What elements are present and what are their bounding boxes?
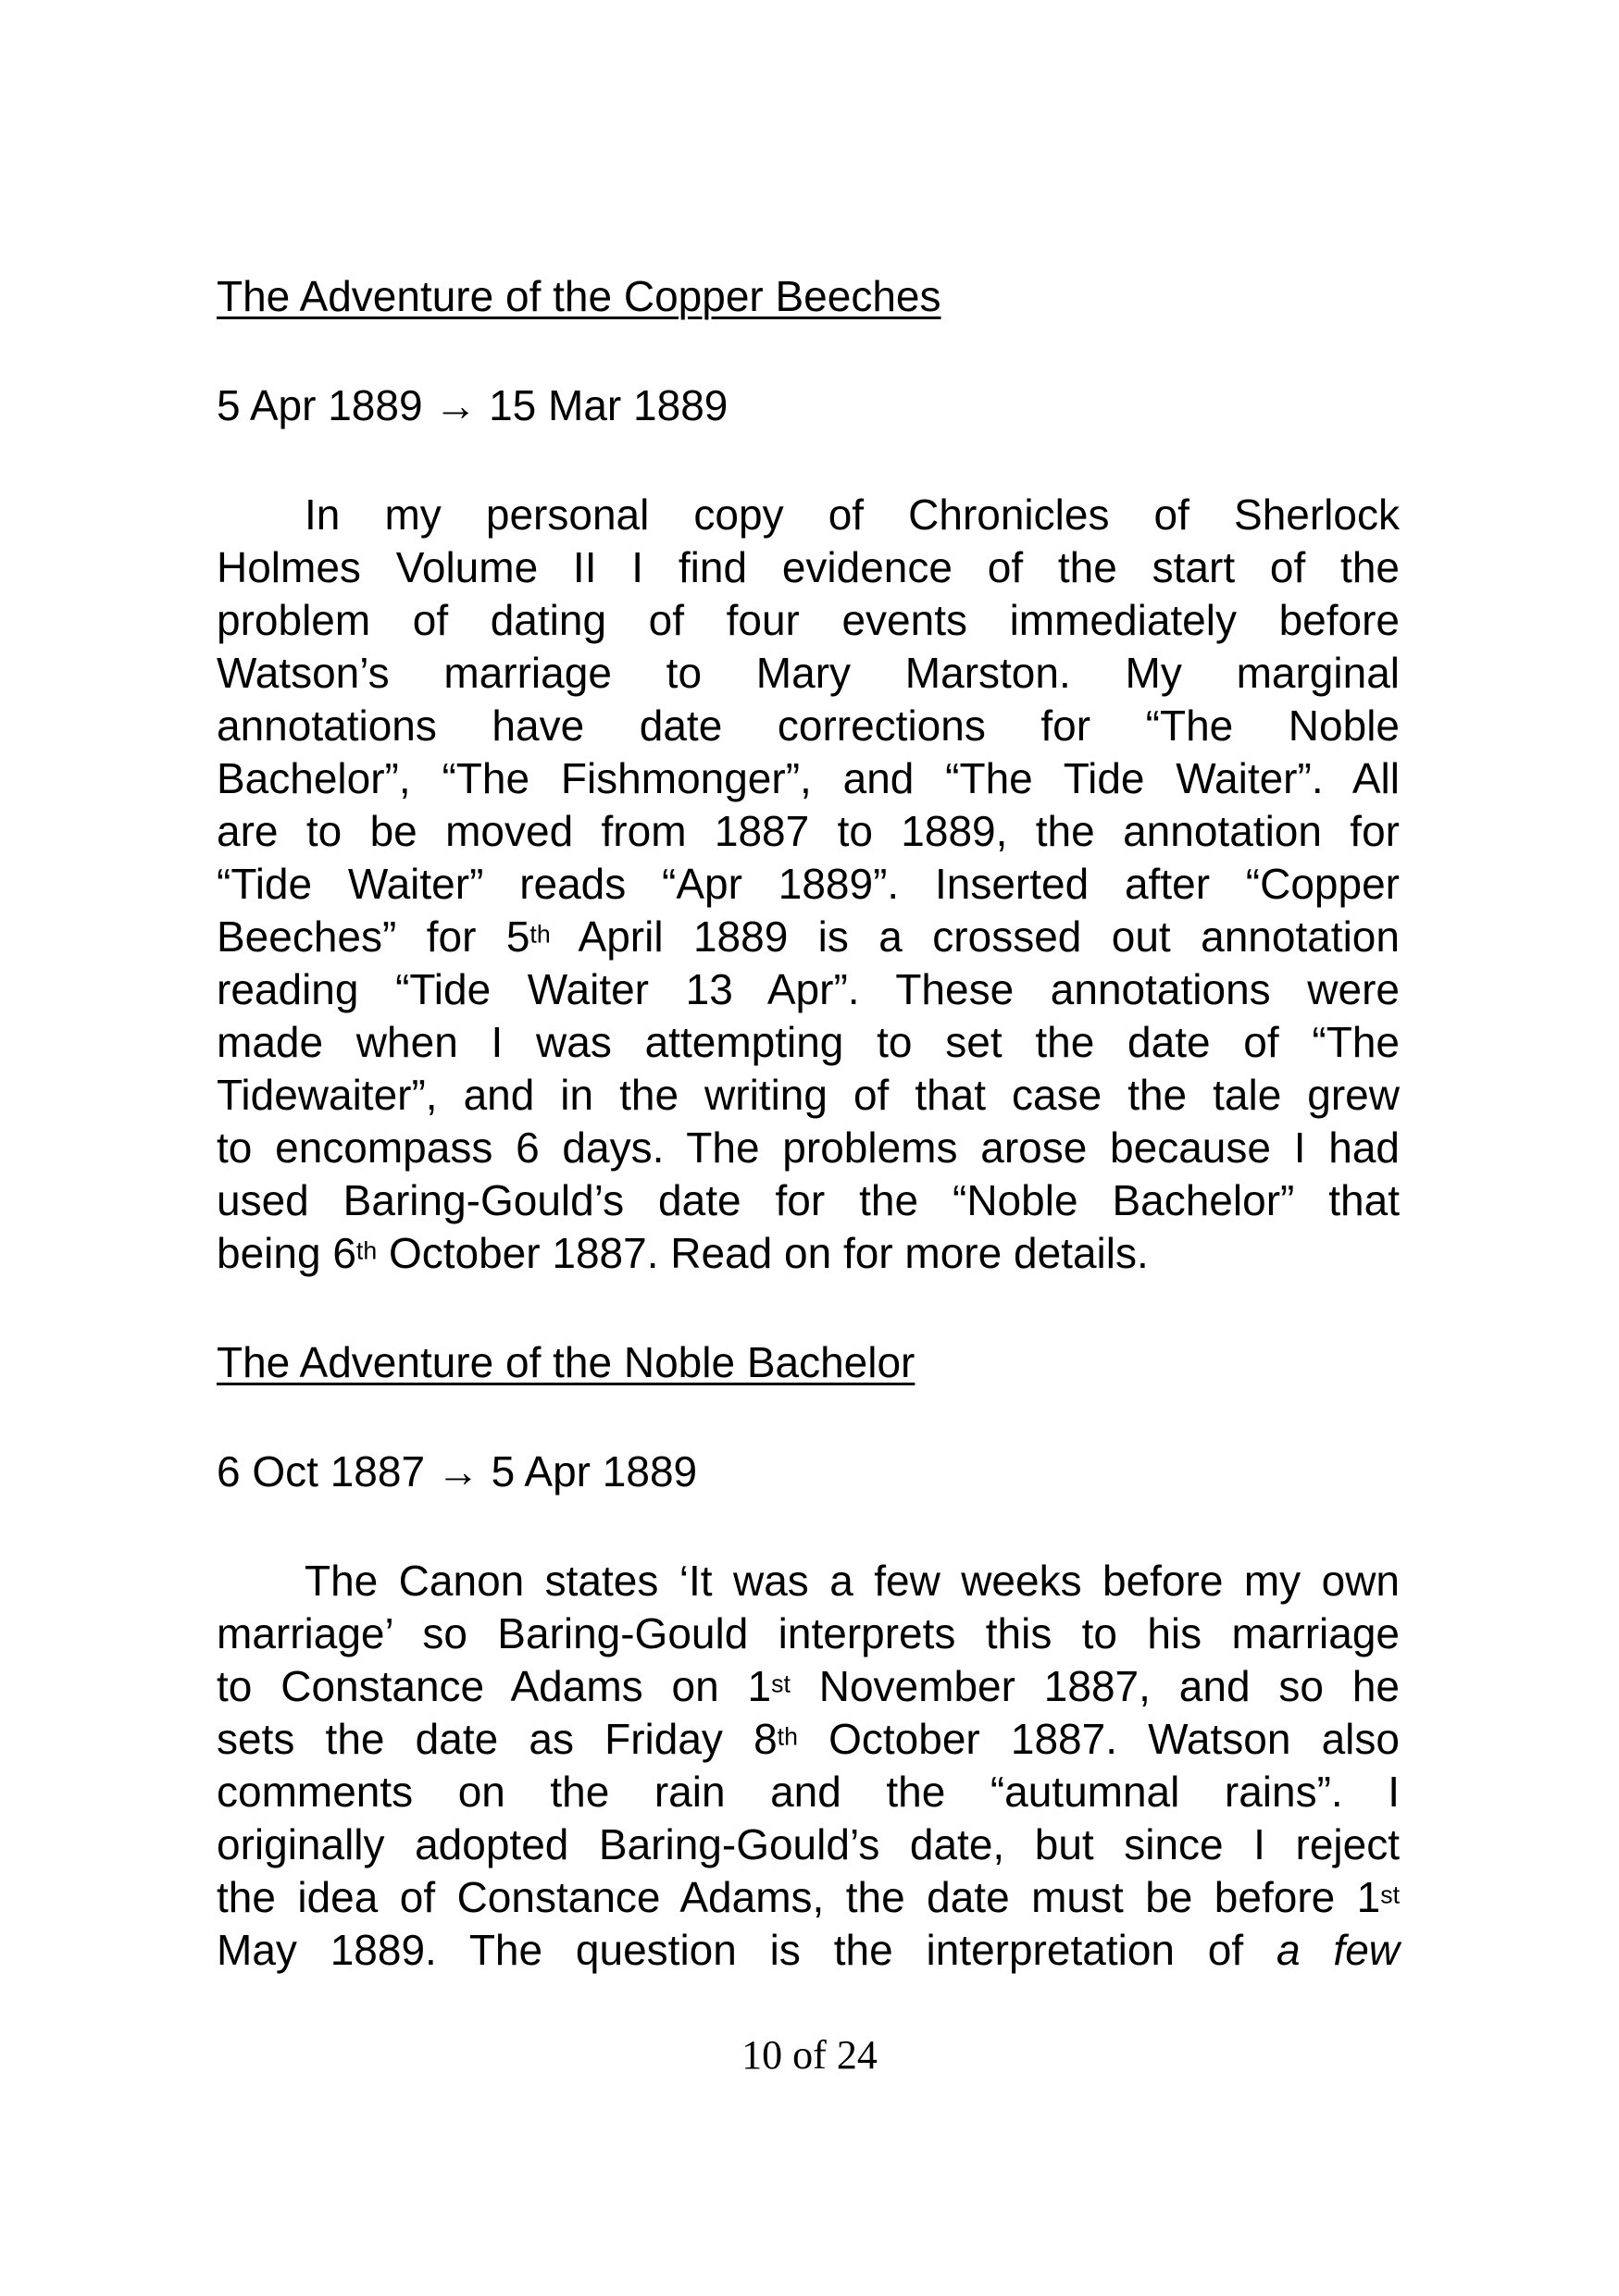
text-segment: to Constance Adams on 1 [217, 1662, 772, 1710]
text-line [217, 489, 1400, 541]
text-segment: Holmes Volume II I find evidence of the start of the [217, 543, 1400, 591]
section-heading-copper-beeches [217, 270, 1400, 323]
text-segment: being 6 [217, 1229, 356, 1277]
superscript-text: st [1380, 1880, 1400, 1909]
text-line [217, 594, 1400, 647]
text-segment: Beeches” for 5 [217, 912, 530, 961]
text-line [217, 647, 1400, 700]
superscript-text: st [771, 1669, 791, 1698]
text-segment: used Baring-Gould’s date for the “Noble Bachelor” that [217, 1176, 1400, 1224]
text-segment: problem of dating of four events immediately before [217, 596, 1400, 644]
text-segment: to encompass 6 days. The problems arose because I had [217, 1123, 1400, 1172]
text-line [217, 1871, 1400, 1924]
text-segment: marriage’ so Baring-Gould interprets this to his marriage [217, 1609, 1400, 1657]
superscript-text: th [529, 920, 551, 949]
text-segment: Tidewaiter”, and in the writing of that case the tale grew [217, 1071, 1400, 1119]
date-range-copper-beeches: 5 Apr 1889 → 15 Mar 1889 [217, 381, 729, 429]
text-segment: In my personal copy of Chronicles of Sherlock [305, 490, 1400, 539]
text-segment: The Canon states ‘It was a few weeks before my own [305, 1557, 1400, 1605]
text-line [217, 1713, 1400, 1766]
text-segment: the idea of Constance Adams, the date must be before 1 [217, 1873, 1381, 1921]
text-segment: made when I was attempting to set the date of “The [217, 1018, 1400, 1066]
text-segment: Bachelor”, “The Fishmonger”, and “The Tide Waiter”. All [217, 754, 1400, 802]
paragraph-copper-beeches [217, 489, 1400, 1280]
superscript-text: th [355, 1236, 378, 1265]
text-line [217, 1555, 1400, 1607]
text-line [217, 541, 1400, 594]
page-number: 10 of 24 [741, 2032, 878, 2078]
text-segment: October 1887. Watson also [797, 1715, 1400, 1763]
text-line [217, 911, 1400, 963]
text-segment: are to be moved from 1887 to 1889, the annotation for [217, 807, 1400, 855]
text-line [217, 1227, 1400, 1280]
text-segment: Watson’s marriage to Mary Marston. My marginal [217, 649, 1400, 697]
text-line [217, 1069, 1400, 1122]
text-segment: October 1887. Read on for more details. [377, 1229, 1149, 1277]
text-segment: originally adopted Baring-Gould’s date, but since I reject [217, 1820, 1400, 1868]
superscript-text: th [777, 1722, 798, 1751]
text-line [217, 1016, 1400, 1069]
text-line [217, 858, 1400, 911]
section-heading-text: The Adventure of the Noble Bachelor [217, 1338, 915, 1386]
text-segment: April 1889 is a crossed out annotation [550, 912, 1400, 961]
date-range-noble-bachelor: 6 Oct 1887 → 5 Apr 1889 [217, 1447, 698, 1496]
text-line [217, 700, 1400, 752]
text-line [217, 1607, 1400, 1660]
text-segment: sets the date as Friday 8 [217, 1715, 778, 1763]
section-heading-noble-bachelor [217, 1336, 1400, 1389]
text-segment: comments on the rain and the “autumnal rains”. I [217, 1768, 1400, 1816]
text-line [217, 1818, 1400, 1871]
text-line [217, 1924, 1400, 1977]
text-line [217, 963, 1400, 1016]
text-segment: May 1889. The question is the interpretation of [217, 1926, 1277, 1974]
italic-text: a few [1277, 1926, 1400, 1974]
text-line [217, 805, 1400, 858]
page-content [217, 270, 1400, 2033]
section-heading-text: The Adventure of the Copper Beeches [217, 272, 941, 320]
paragraph-noble-bachelor [217, 1555, 1400, 1977]
text-line [217, 1766, 1400, 1818]
text-line [217, 1174, 1400, 1227]
text-segment: reading “Tide Waiter 13 Apr”. These annotations were [217, 965, 1400, 1013]
text-line [217, 752, 1400, 805]
text-segment: November 1887, and so he [790, 1662, 1401, 1710]
text-segment: “Tide Waiter” reads “Apr 1889”. Inserted after “Copper [217, 860, 1400, 908]
text-segment: annotations have date corrections for “The Noble [217, 701, 1400, 750]
text-line [217, 1660, 1400, 1713]
text-line [217, 1122, 1400, 1174]
